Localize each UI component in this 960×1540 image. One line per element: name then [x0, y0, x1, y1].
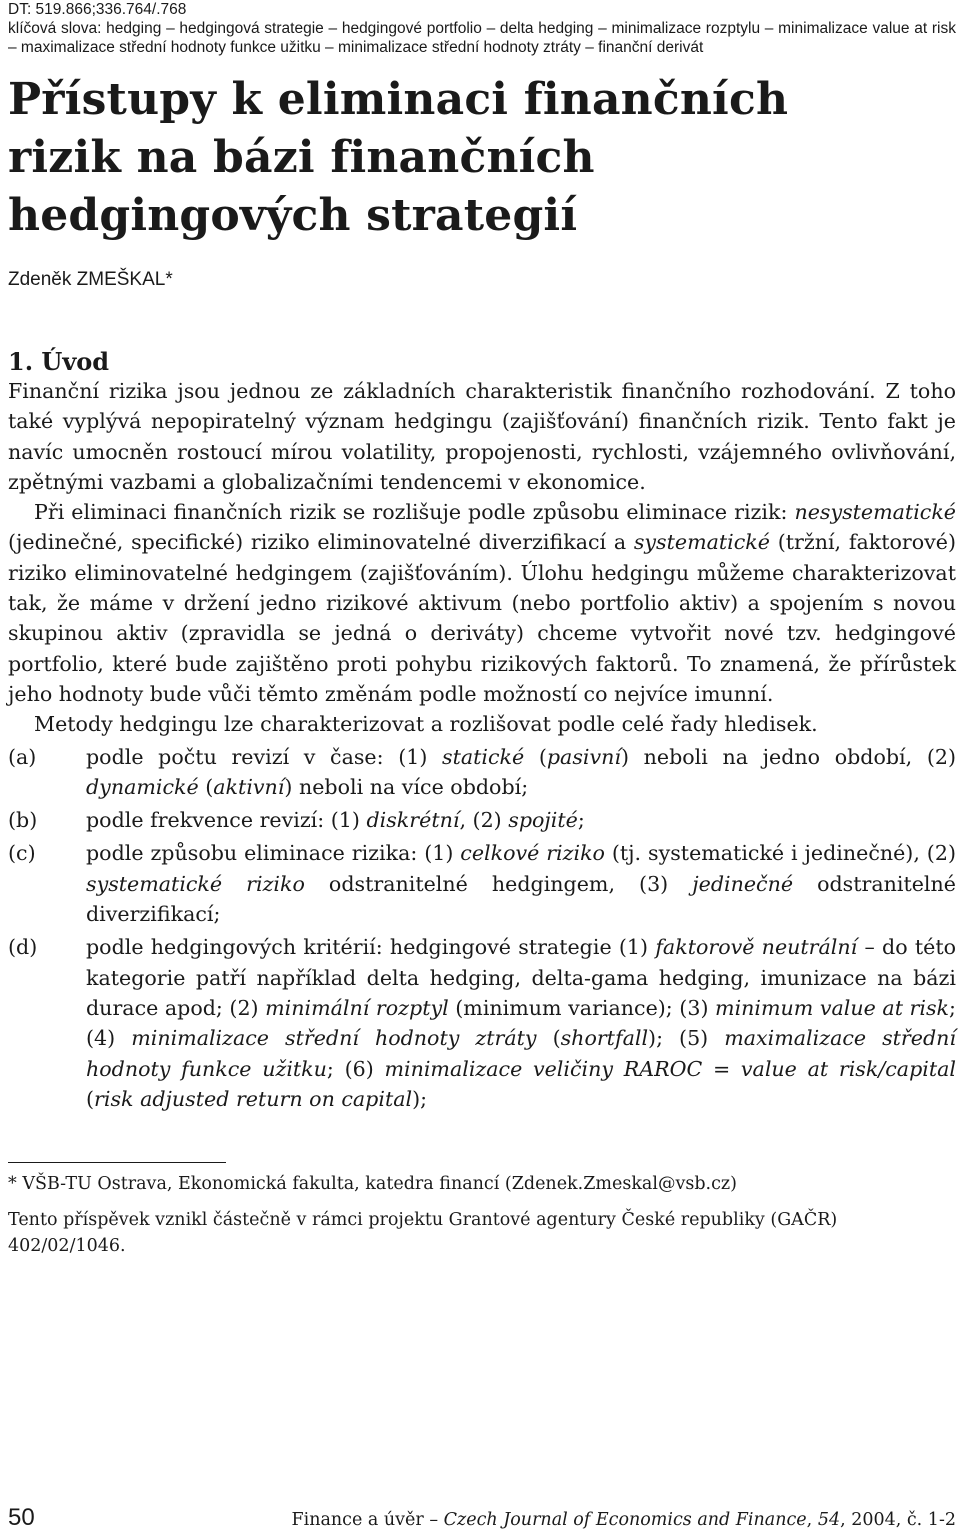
paragraph: Metody hedgingu lze charakterizovat a rozlišovat podle celé řady hledisek.: [34, 712, 818, 737]
list-item: [8, 932, 956, 1114]
text-run: (tržní, faktorové) riziko eliminovatelné hedgingem (zajišťováním). Úlohu hedgingu můžeme charakterizovat tak, že máme v držení jedno rizikové aktivum (nebo portfolio aktiv) a spojením s novou skupinou aktiv (zpravidla se jedná o deriváty) chceme vytvořit nové tzv. hedgingové portfolio, které bude zajištěno proti pohybu rizikových faktorů. To znamená, že přírůstek jeho hodnoty bude vůči těmto změnám podle možností co nejvíce imunní.: [8, 530, 956, 706]
emphasis: systematické: [633, 530, 770, 555]
title-line: Přístupy k eliminaci finančních: [8, 74, 789, 125]
list-item: [8, 742, 956, 803]
emphasis: risk adjusted return on capital: [94, 1086, 413, 1111]
page-number: 50: [8, 1504, 35, 1531]
criteria-list: [8, 742, 956, 1115]
text-run: ); (5): [648, 1026, 725, 1051]
emphasis: nesystematické: [794, 500, 956, 525]
text-run: ,: [806, 1510, 818, 1530]
text-run: );: [412, 1086, 428, 1111]
journal-volume: 54: [817, 1510, 841, 1530]
journal-reference: [291, 1510, 956, 1530]
emphasis: spojité: [508, 808, 578, 833]
emphasis: maximalizace střední hodnoty funkce užitku: [86, 1026, 956, 1081]
paragraph: Finanční rizika jsou jednou ze základních charakteristik finančního rozhodování. Z toho také vyplývá nepopiratelný význam hedgingu (zajišťování) finančních rizik. Tento fakt je navíc umocněn rostoucí mírou volatility, propojenosti, rychlosti, vzájemného ovlivňování, zpětnými vazbami a globalizačními tendencemi v ekonomice.: [8, 379, 956, 494]
list-text: [86, 932, 956, 1114]
emphasis: aktivní: [213, 774, 285, 799]
article-title: [8, 71, 956, 245]
list-label: (a): [8, 744, 37, 769]
paragraph: [8, 497, 956, 709]
text-run: ; (4): [86, 995, 956, 1051]
classification-code: DT: 519.866;336.764/.768: [8, 1, 187, 18]
list-item: [8, 805, 956, 835]
text-run: podle počtu revizí v čase: (1): [86, 744, 442, 769]
list-label: (c): [8, 841, 36, 866]
emphasis: diskrétní: [366, 808, 460, 833]
footnote-grant: Tento příspěvek vznikl částečně v rámci projektu Grantové agentury České republiky (GAČR) 402/02/1046.: [8, 1210, 838, 1257]
emphasis: faktorově neutrální: [655, 935, 858, 960]
author-name: Zdeněk ZMEŠKAL*: [8, 269, 173, 290]
text-run: , 2004, č. 1-2: [840, 1510, 956, 1530]
article-meta: [8, 0, 956, 57]
article-page: [8, 0, 956, 1540]
text-run: podle hedgingových kritérií: hedgingové strategie (1): [86, 935, 656, 960]
list-item: [8, 838, 956, 929]
emphasis: minimalizace střední hodnoty ztráty: [131, 1026, 537, 1051]
text-run: (minimum variance); (3): [448, 995, 716, 1020]
emphasis: systematické riziko: [86, 871, 305, 896]
text-run: ;: [577, 808, 585, 833]
text-run: ; (6): [326, 1056, 385, 1081]
text-run: Při eliminaci finančních rizik se rozlišuje podle způsobu eliminace rizik:: [34, 500, 795, 525]
list-text: [86, 742, 956, 803]
text-run: (: [86, 1086, 95, 1111]
emphasis: minimální rozptyl: [265, 995, 449, 1020]
list-label: (b): [8, 808, 38, 833]
footnote-divider: [8, 1162, 226, 1163]
emphasis: statické: [442, 744, 525, 769]
title-line: rizik na bázi finančních: [8, 132, 595, 183]
text-run: odstranitelné hedgingem, (3): [304, 871, 693, 896]
list-text: [86, 805, 956, 835]
keywords: klíčová slova: hedging – hedgingová strategie – hedgingové portfolio – delta hedging – minimalizace rozptylu – minimalizace value at risk – maximalizace střední hodnoty funkce užitku – minimalizace střední hodnoty ztráty – finanční derivát: [8, 20, 956, 56]
emphasis: shortfall: [560, 1026, 649, 1051]
emphasis: celkové riziko: [460, 841, 605, 866]
text-run: (: [524, 744, 547, 769]
list-label: (d): [8, 935, 38, 960]
text-run: Finance a úvěr –: [291, 1510, 444, 1530]
text-run: , (2): [459, 808, 509, 833]
emphasis: jedinečné: [692, 871, 794, 896]
footnote-affiliation: * VŠB-TU Ostrava, Ekonomická fakulta, katedra financí (Zdenek.Zmeskal@vsb.cz): [8, 1174, 737, 1195]
emphasis: dynamické: [86, 774, 199, 799]
section-heading: 1. Úvod: [8, 347, 110, 376]
text-run: podle způsobu eliminace rizika: (1): [86, 841, 461, 866]
text-run: (tj. systematické i jedinečné), (2): [604, 841, 956, 866]
text-run: (: [536, 1026, 561, 1051]
text-run: – do této kategorie patří například delta hedging, delta-gama hedging, imunizace na bázi durace apod; (2): [86, 935, 956, 1020]
emphasis: pasivní: [546, 744, 621, 769]
text-run: ) neboli na více období;: [284, 774, 529, 799]
article-body: [8, 376, 956, 1114]
text-run: (jedinečné, specifické) riziko eliminovatelné diverzifikací a: [8, 530, 634, 555]
title-line: hedgingových strategií: [8, 190, 578, 241]
list-text: [86, 838, 956, 929]
text-run: podle frekvence revizí: (1): [86, 808, 367, 833]
emphasis: minimum value at risk: [715, 995, 950, 1020]
emphasis: minimalizace veličiny RAROC = value at risk/capital: [384, 1056, 956, 1081]
page-footer: [8, 1504, 956, 1536]
text-run: (: [198, 774, 214, 799]
text-run: odstranitelné diverzifikací;: [86, 871, 956, 927]
journal-name: Czech Journal of Economics and Finance: [443, 1510, 807, 1530]
text-run: ) neboli na jedno období, (2): [620, 744, 956, 769]
